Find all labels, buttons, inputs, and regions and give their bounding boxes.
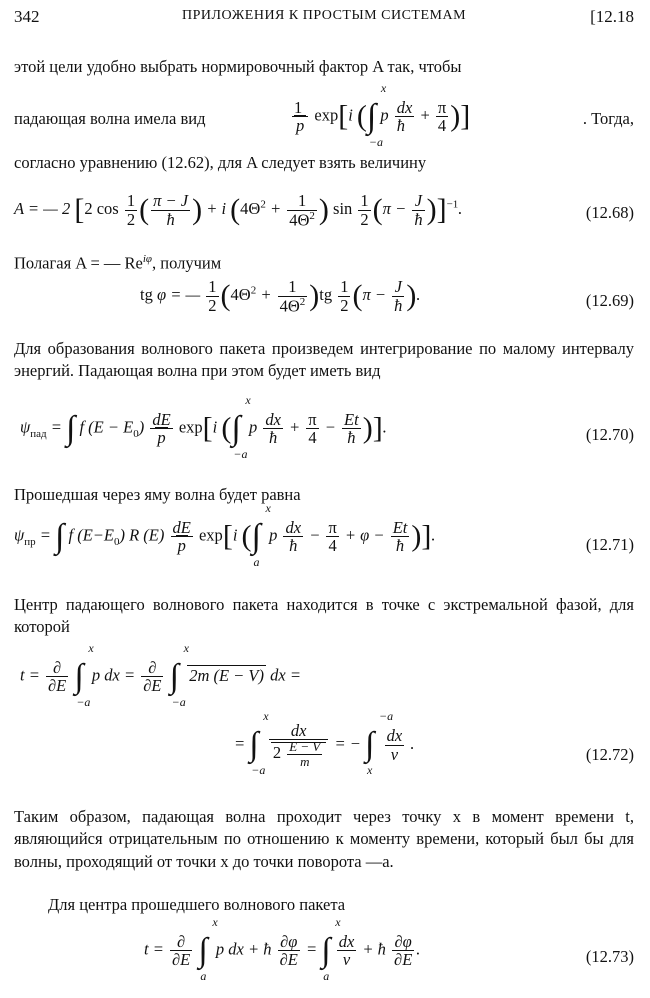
- equation-12-69: [14, 276, 634, 336]
- inline-formula-wave: $\frac{1}{p}$ exp[i (∫ x −a p $\frac{dx}{ħ}$ + $\frac{\pi}{4}$ )]: [294, 81, 471, 149]
- equation-12-72-body: = ∫ x −a dx 2 $\frac{E - V}{m}$ = − ∫ −a x $\frac{dx}{v}$ .: [234, 709, 415, 778]
- section-number: [12.18: [590, 7, 634, 26]
- equation-12-72: [14, 709, 634, 794]
- equation-12-72-line1: [14, 641, 634, 714]
- paragraph-2-tail: . Тогда,: [582, 109, 634, 128]
- equation-number: (12.71): [585, 535, 634, 554]
- equation-12-73-body: t = $\frac{\partial}{\partial E}$ ∫ x a p dx + ħ $\frac{\partial\varphi}{\partial E}$ = ∫ x a $\frac{dx}{v}$ + ħ $\frac{\partial\varphi}{\partial E}$ .: [144, 915, 421, 983]
- equation-12-69-body: tg φ = — $\frac{1}{2}$ ($4\Theta^2$ + $\frac{1}{4\Theta^2}$ )tg $\frac{1}{2}$ (π − $\frac{J}{ħ}$ ).: [140, 277, 421, 315]
- paragraph-1: этой цели удобно выбрать нормировочный фактор A так, чтобы: [14, 57, 462, 76]
- equation-12-70-body: $\psi_{пад}$ = ∫ f $(E - E_0)$ $\frac{dE}{p}$ exp[i (∫ x −a p $\frac{dx}{ħ}$ + $\frac{\pi}{4}$ − $\frac{Et}{ħ}$ )].: [20, 393, 387, 461]
- page-number: 342: [14, 7, 40, 26]
- paragraph-4: Полагая A = — $Re^{i\varphi}$, получим: [14, 253, 222, 273]
- paragraph-5: Для образования волнового пакета произведем интегрирование по малому интервалу энергий. Падающая волна при этом будет иметь вид: [14, 339, 634, 381]
- paragraph-6: Прошедшая через яму волна будет равна: [14, 485, 301, 504]
- equation-number: (12.69): [585, 291, 634, 310]
- equation-12-68-body: A = — 2 [2 cos $\frac{1}{2}$ ( $\frac{\pi - J}{ħ}$ ) + i ($4\Theta^2$ + $\frac{1}{4\Theta^2}$ ) sin $\frac{1}{2}$ (π − $\frac{J}{ħ}$ )]$^{-1}$.: [14, 191, 463, 229]
- equation-number: (12.73): [585, 947, 634, 966]
- equation-12-70: [14, 393, 634, 472]
- paragraph-2: [14, 81, 634, 149]
- equation-12-72-line1-body: t = $\frac{\partial}{\partial E}$ ∫ x −a p dx = $\frac{\partial}{\partial E}$ ∫ x −a 2m (E − V) dx =: [20, 641, 301, 709]
- equation-number: (12.70): [585, 425, 634, 444]
- paragraph-7: Центр падающего волнового пакета находится в точке с экстремальной фазой, для которой: [14, 595, 634, 637]
- paragraph-9: Для центра прошедшего волнового пакета: [48, 895, 346, 914]
- equation-12-68: [14, 190, 634, 250]
- running-header: [14, 6, 634, 32]
- equation-12-73: [14, 915, 634, 994]
- paragraph-8: Таким образом, падающая волна проходит через точку x в момент времени t, являющийся отрицательным по отношению к моменту времени, который был бы для волны, проходящий от точки x до точки поворота —a.: [14, 807, 634, 871]
- running-title: ПРИЛОЖЕНИЯ К ПРОСТЫМ СИСТЕМАМ: [181, 8, 467, 23]
- paragraph-2-lead: падающая волна имела вид: [14, 109, 206, 128]
- equation-number: (12.68): [585, 203, 634, 222]
- equation-number: (12.72): [585, 745, 634, 764]
- paragraph-3: согласно уравнению (12.62), для A следует взять величину: [14, 153, 427, 172]
- equation-12-71: [14, 501, 634, 580]
- equation-12-71-body: $\psi_{пр}$ = ∫ f $(E-E_0)$ R (E) $\frac{dE}{p}$ exp[i (∫ x a p $\frac{dx}{ħ}$ − $\frac{\pi}{4}$ + φ − $\frac{Et}{ħ}$ )].: [14, 501, 436, 569]
